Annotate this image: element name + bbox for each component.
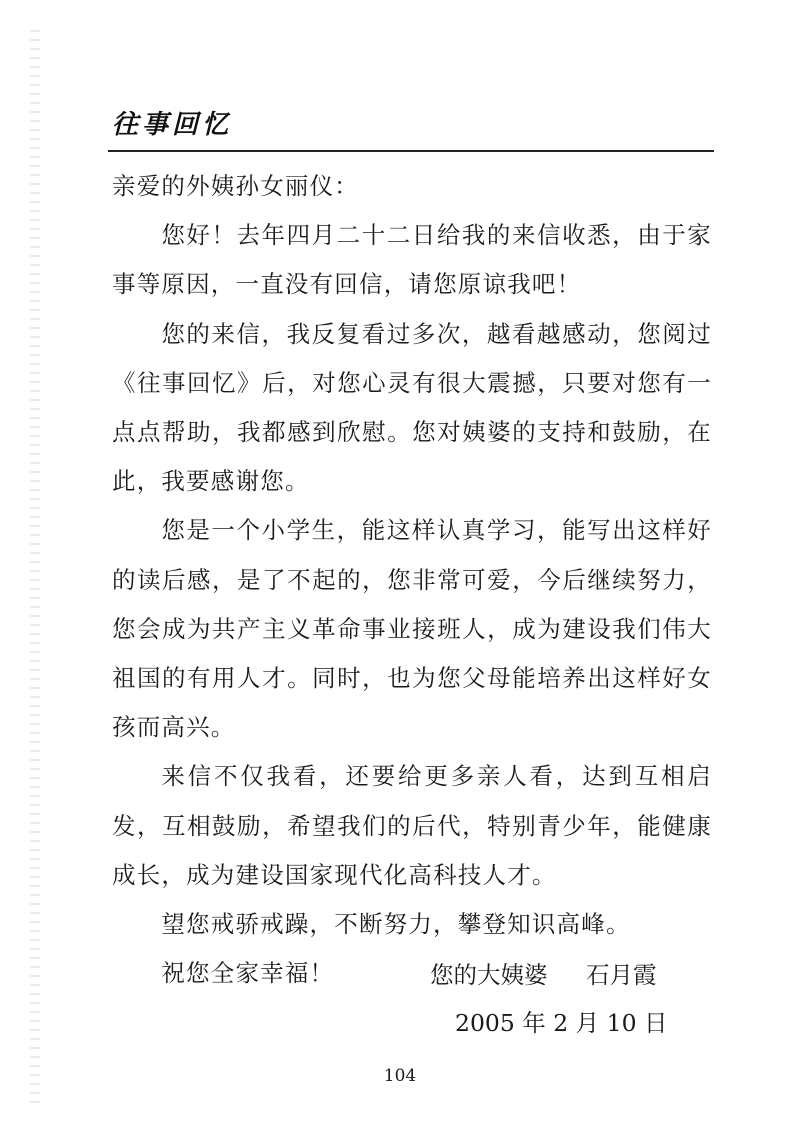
letter-paragraph: 您好！去年四月二十二日给我的来信收悉，由于家事等原因，一直没有回信，请您原谅我吧！ [112,221,712,299]
letter-salutation: 亲爱的外姨孙女丽仪： [112,172,359,200]
scan-edge-artifact [30,30,40,1110]
signature-date: 2005 年 2 月 10 日 [455,1009,668,1037]
signature-name: 您的大姨婆 石月霞 [430,961,657,989]
letter-paragraph: 您的来信，我反复看过多次，越看越感动，您阅过《往事回忆》后，对您心灵有很大震撼，只要对您有一点点帮助，我都感到欣慰。您对姨婆的支持和鼓励，在此，我要感谢您。 [112,319,712,496]
header-divider [108,150,714,152]
letter-closing: 祝您全家幸福！ [161,959,335,988]
page-number: 104 [383,1066,417,1086]
letter-paragraph: 您是一个小学生，能这样认真学习，能写出这样好的读后感，是了不起的，您非常可爱，今后继续努力，您会成为共产主义革命事业接班人，成为建设我们伟大祖国的有用人才。同时，也为您父母能培养出这样好女孩而高兴。 [112,516,712,742]
letter-paragraph: 望您戒骄戒躁，不断努力，攀登知识高峰。 [161,910,631,939]
letter-signature [430,951,720,1047]
letter-body [112,162,712,998]
letter-paragraph: 来信不仅我看，还要给更多亲人看，达到互相启发，互相鼓励，希望我们的后代，特别青少年，能健康成长，成为建设国家现代化高科技人才。 [112,762,712,889]
chapter-header-title: 往事回忆 [112,110,233,140]
